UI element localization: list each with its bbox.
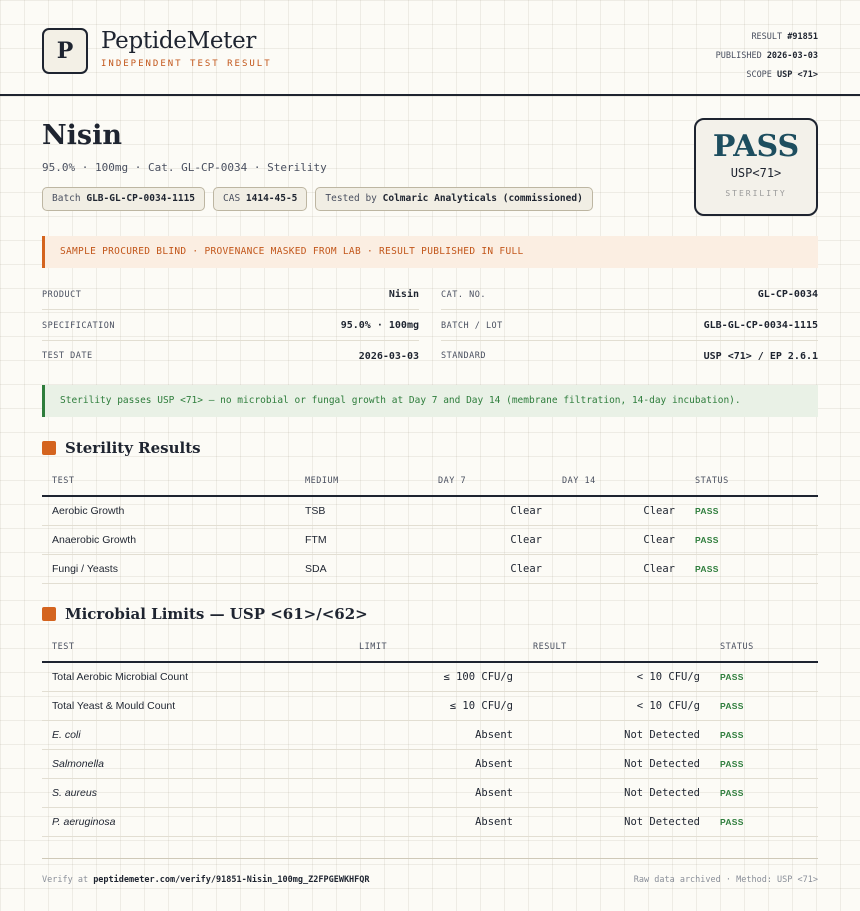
sterility-title: Sterility Results	[65, 439, 201, 457]
product-chips	[42, 187, 593, 211]
cas-chip: CAS 1414-45-5	[213, 187, 307, 211]
detail-cat-no: CAT. NO. GL-CP-0034	[441, 280, 818, 310]
verdict-word: PASS	[712, 129, 800, 164]
verdict-standard: USP<71>	[730, 166, 782, 180]
status-badge: PASS	[710, 662, 818, 691]
status-badge: PASS	[685, 525, 818, 554]
brand-name: PeptideMeter	[101, 28, 257, 54]
table-row: Anaerobic Growth FTM Clear Clear PASS	[42, 525, 818, 554]
meta-published: PUBLISHED 2026-03-03	[715, 51, 818, 61]
meta-result: RESULT #91851	[751, 32, 818, 42]
report-header	[0, 0, 860, 96]
status-badge: PASS	[685, 496, 818, 525]
verdict-scope: STERILITY	[725, 189, 787, 198]
provenance-notice: SAMPLE PROCURED BLIND · PROVENANCE MASKED FROM LAB · RESULT PUBLISHED IN FULL	[42, 236, 818, 268]
verify-link[interactable]: peptidemeter.com/verify/91851-Nisin_100mg_Z2FPGEWKHFQR	[93, 875, 370, 885]
table-row: E. coli Absent Not Detected PASS	[42, 720, 818, 749]
meta-scope: SCOPE USP <71>	[746, 70, 818, 80]
table-row: S. aureus Absent Not Detected PASS	[42, 778, 818, 807]
status-badge: PASS	[710, 691, 818, 720]
status-badge: PASS	[685, 554, 818, 583]
verdict-stamp	[694, 118, 818, 216]
col-test: TEST	[42, 467, 295, 496]
section-marker-icon	[42, 607, 56, 621]
status-badge: PASS	[710, 807, 818, 836]
section-marker-icon	[42, 441, 56, 455]
table-row: Fungi / Yeasts SDA Clear Clear PASS	[42, 554, 818, 583]
col-status: STATUS	[710, 633, 818, 662]
sterility-section-head	[42, 439, 201, 457]
col-result: RESULT	[523, 633, 710, 662]
result-meta	[716, 28, 818, 85]
product-subtitle: 95.0% · 100mg · Cat. GL-CP-0034 · Sterility	[42, 161, 327, 174]
product-title: Nisin	[42, 120, 123, 151]
raw-data-note: Raw data archived · Method: USP <71>	[633, 875, 818, 885]
detail-specification: SPECIFICATION 95.0% · 100mg	[42, 311, 419, 341]
table-row: Aerobic Growth TSB Clear Clear PASS	[42, 496, 818, 525]
col-day7: DAY 7	[428, 467, 552, 496]
tested-by-chip: Tested by Colmaric Analyticals (commissioned)	[315, 187, 592, 211]
logo-mark: P	[42, 28, 88, 74]
col-test: TEST	[42, 633, 349, 662]
status-badge: PASS	[710, 778, 818, 807]
sterility-table	[42, 467, 818, 584]
table-row: Salmonella Absent Not Detected PASS	[42, 749, 818, 778]
detail-batch-lot: BATCH / LOT GLB-GL-CP-0034-1115	[441, 311, 818, 341]
status-badge: PASS	[710, 749, 818, 778]
microbial-title: Microbial Limits — USP <61>/<62>	[65, 605, 368, 623]
table-header-row	[42, 633, 818, 662]
report-footer	[42, 858, 818, 900]
verify-line: Verify at peptidemeter.com/verify/91851-Nisin_100mg_Z2FPGEWKHFQR	[42, 875, 370, 885]
table-header-row	[42, 467, 818, 496]
detail-standard: STANDARD USP <71> / EP 2.6.1	[441, 350, 818, 362]
status-badge: PASS	[710, 720, 818, 749]
table-row: Total Aerobic Microbial Count ≤ 100 CFU/g < 10 CFU/g PASS	[42, 662, 818, 691]
microbial-section-head	[42, 605, 368, 623]
brand-tagline: INDEPENDENT TEST RESULT	[101, 59, 272, 69]
batch-chip: Batch GLB-GL-CP-0034-1115	[42, 187, 205, 211]
col-medium: MEDIUM	[295, 467, 428, 496]
col-status: STATUS	[685, 467, 818, 496]
detail-test-date: TEST DATE 2026-03-03	[42, 350, 419, 362]
result-summary: Sterility passes USP <71> — no microbial or fungal growth at Day 7 and Day 14 (membrane filtration, 14-day incubation).	[42, 385, 818, 417]
col-limit: LIMIT	[349, 633, 523, 662]
col-day14: DAY 14	[552, 467, 685, 496]
microbial-table	[42, 633, 818, 837]
table-row: P. aeruginosa Absent Not Detected PASS	[42, 807, 818, 836]
detail-product: PRODUCT Nisin	[42, 280, 419, 310]
table-row: Total Yeast & Mould Count ≤ 10 CFU/g < 10 CFU/g PASS	[42, 691, 818, 720]
